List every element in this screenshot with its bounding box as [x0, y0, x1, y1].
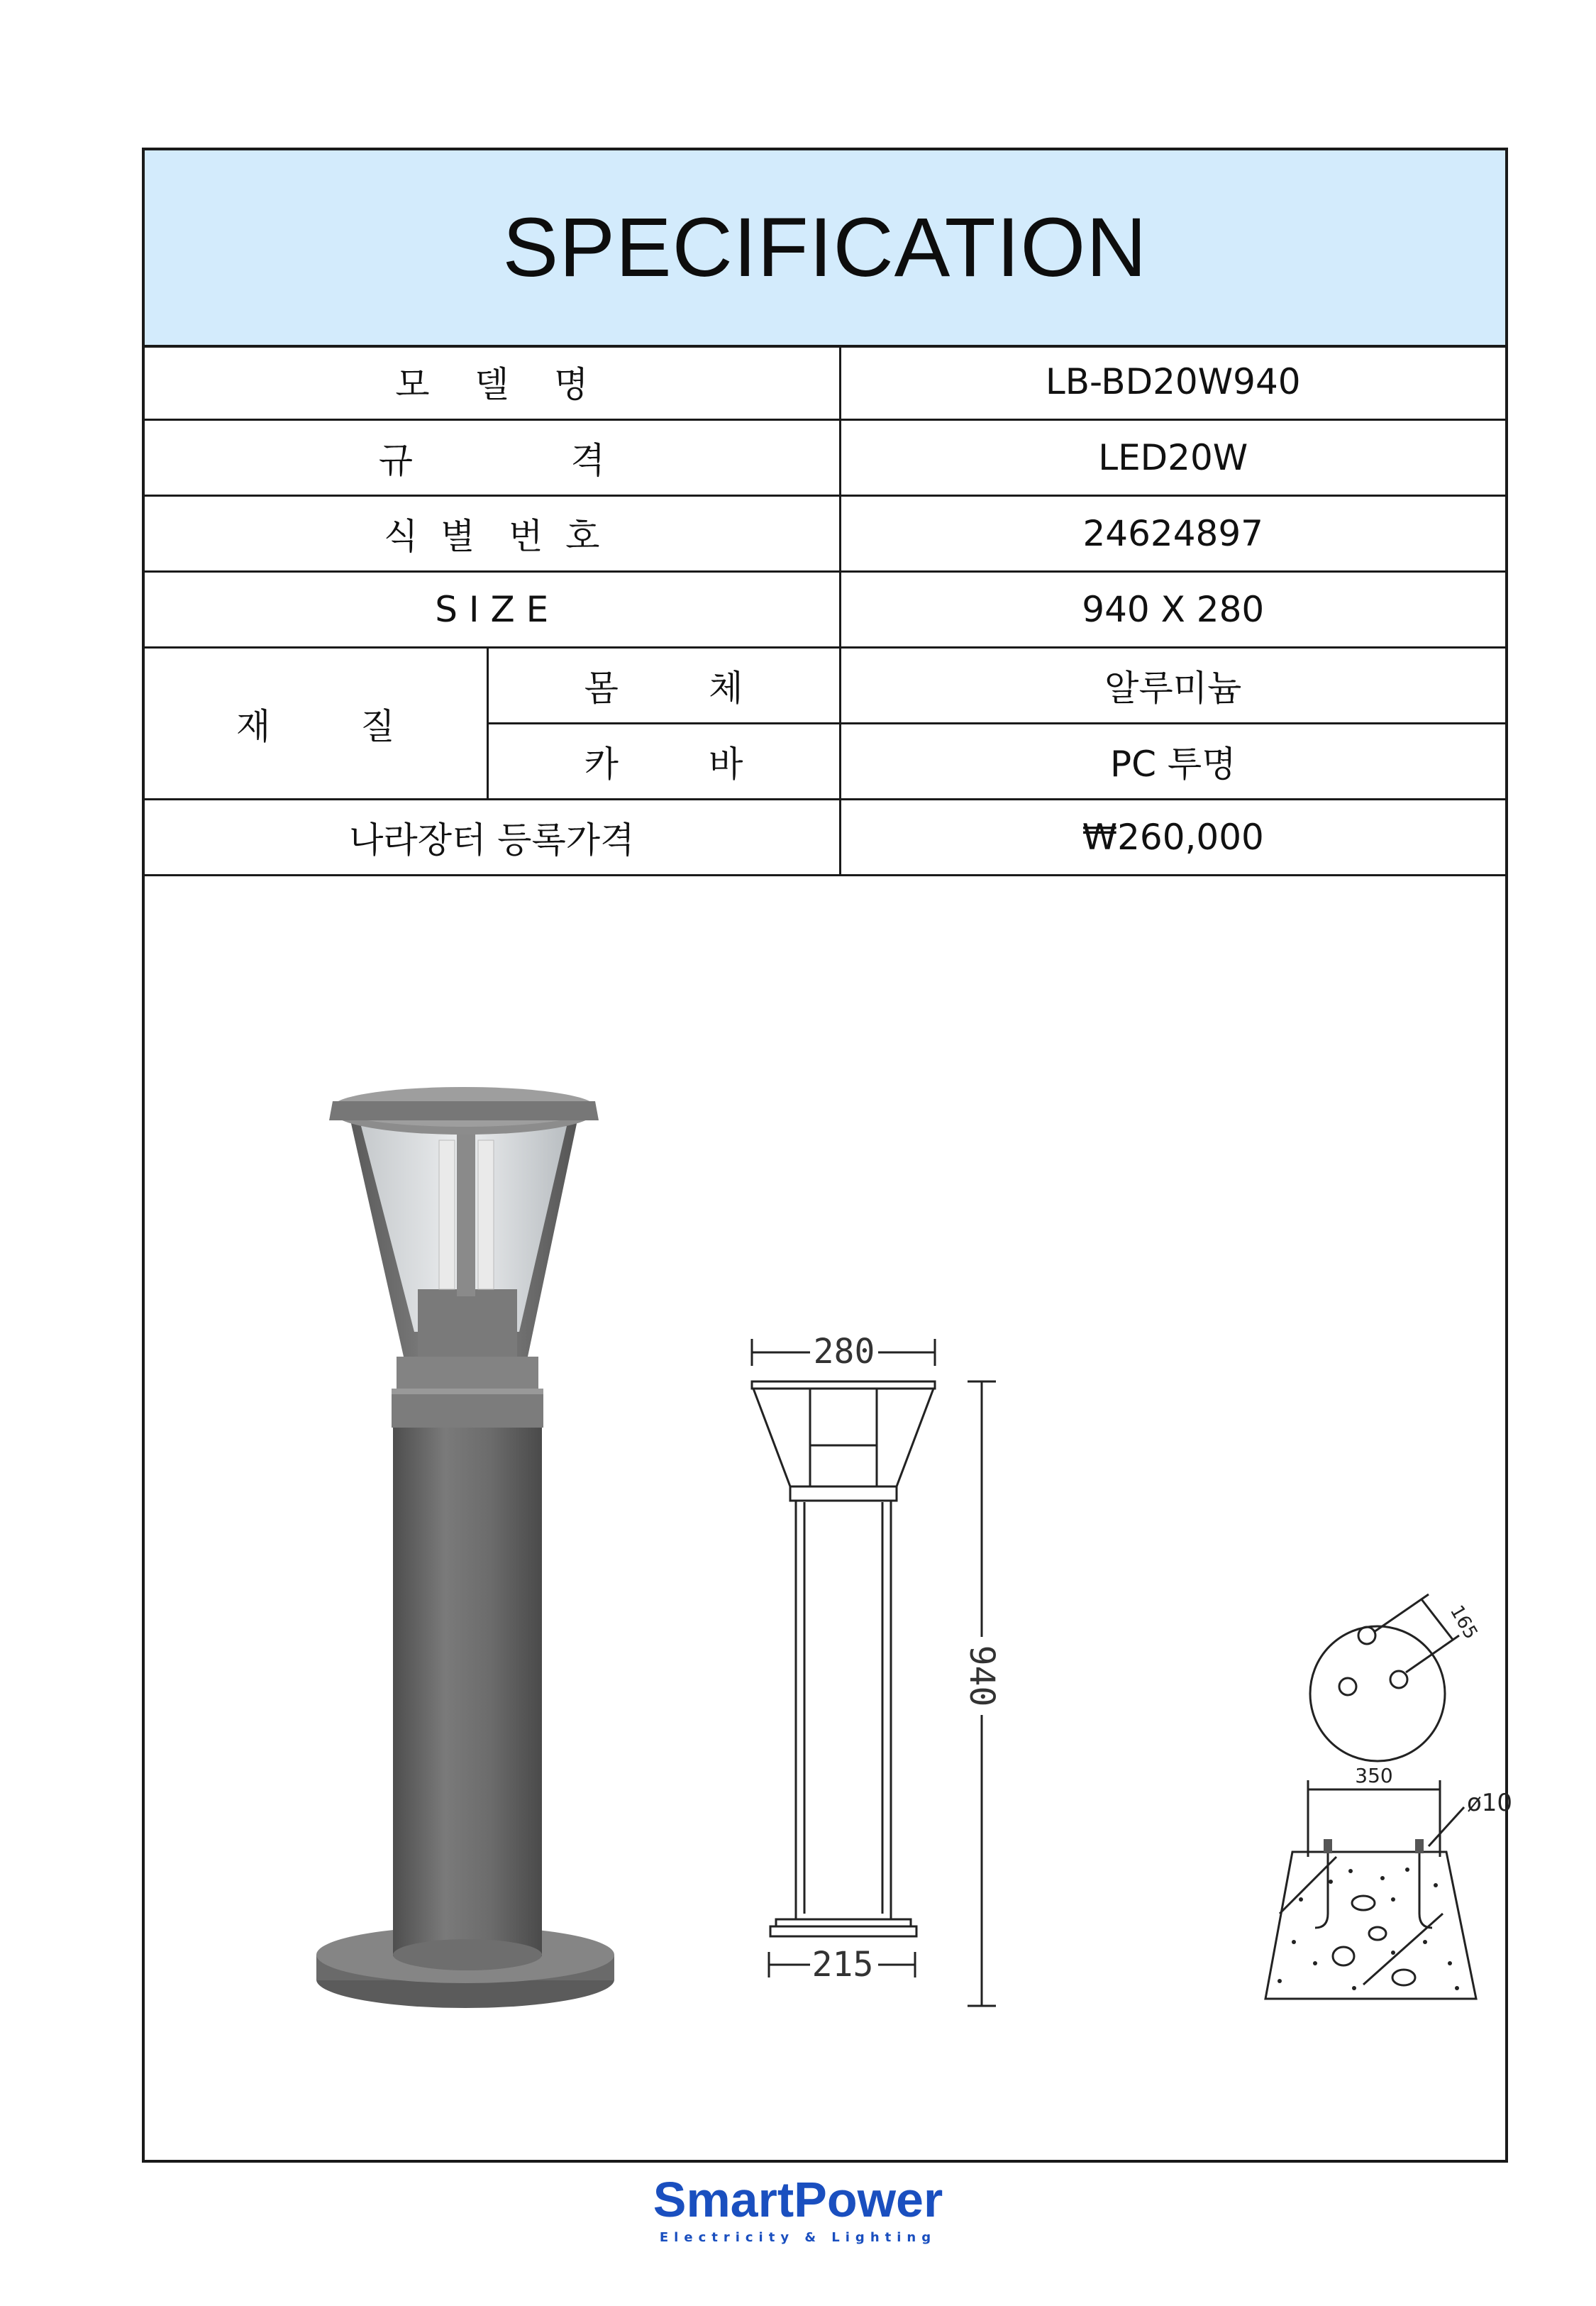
bolt-pitch-label: 165: [1445, 1601, 1482, 1643]
material-label: 재 질: [145, 648, 487, 800]
size-value: 940 X 280: [840, 572, 1505, 648]
height-label: 940: [962, 1645, 1002, 1707]
cover-label: 카 바: [487, 724, 840, 800]
spec-table: [145, 345, 1505, 876]
spec-sheet: [142, 148, 1513, 2163]
model-value: LB-BD20W940: [840, 345, 1505, 420]
id-value: 24624897: [840, 496, 1505, 572]
spec-row-body: [145, 648, 1505, 724]
dimension-labels: [810, 1332, 1002, 1985]
concrete-dots: [1278, 1868, 1459, 1990]
model-label: 모 델 명: [145, 345, 840, 420]
foundation-width-label: 350: [1355, 1764, 1393, 1787]
size-label: S I Z E: [145, 572, 840, 648]
body-value: 알루미늄: [840, 648, 1505, 724]
cover-value: PC 투명: [840, 724, 1505, 800]
spec-value: LED20W: [840, 420, 1505, 496]
brand-name: SmartPower: [653, 2172, 943, 2227]
id-label: 식 별 번 호: [145, 496, 840, 572]
spec-row-spec: [145, 420, 1505, 496]
body-label: 몸 체: [487, 648, 840, 724]
price-value: ₩260,000: [840, 800, 1505, 876]
foundation-section: [1265, 1780, 1476, 1999]
page-title: SPECIFICATION: [502, 201, 1148, 294]
dimension-drawing: [752, 1339, 996, 2006]
spec-label: 규 격: [145, 420, 840, 496]
title-band: [145, 150, 1505, 348]
top-width-label: 280: [813, 1332, 875, 1372]
brand-logo: [0, 2172, 1596, 2245]
spec-row-price: [145, 800, 1505, 876]
bolt-diameter-label: ø10: [1467, 1789, 1513, 1817]
price-label: 나라장터 등록가격: [145, 800, 840, 876]
product-drawings: [145, 892, 1513, 2160]
product-photo: [316, 1087, 614, 2008]
base-width-label: 215: [811, 1945, 874, 1985]
brand-tagline: Electricity & Lighting: [659, 2230, 937, 2245]
spec-row-model: [145, 345, 1505, 420]
drawing-area: [145, 892, 1513, 2160]
spec-row-size: [145, 572, 1505, 648]
spec-row-id: [145, 496, 1505, 572]
anchor-plate-view: [1310, 1594, 1459, 1761]
